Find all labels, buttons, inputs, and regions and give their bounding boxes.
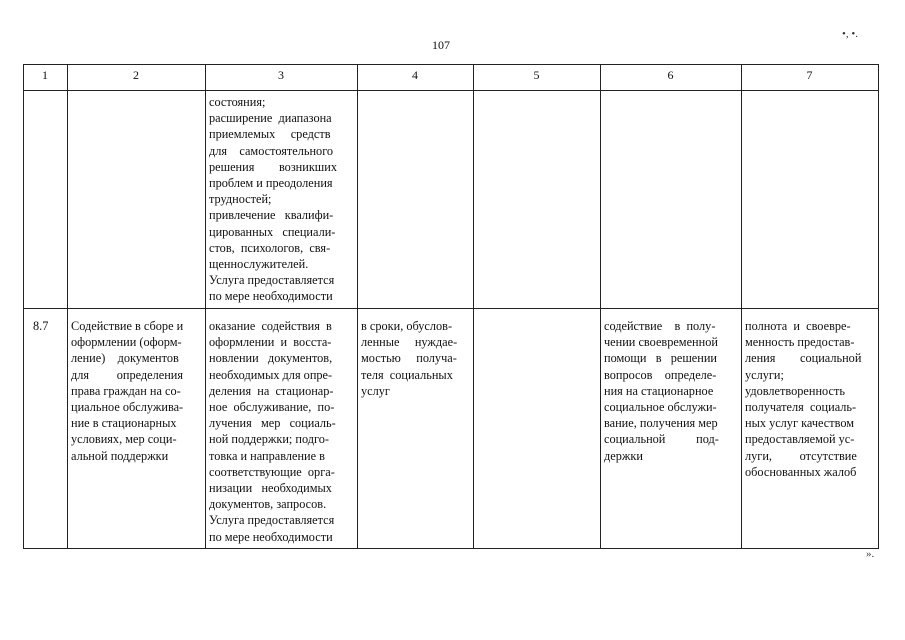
text-line: приемлемых средств [209, 127, 331, 142]
text-line: содействие в полу- [604, 319, 716, 333]
text-line: соответствующие орга- [209, 464, 335, 479]
text-line: циальное обслужива- [71, 400, 184, 415]
text-line: стов, психологов, свя- [209, 240, 331, 255]
text-line: низации необходимых [209, 481, 332, 496]
text-line: ления социальной [745, 351, 862, 366]
scan-artifact: •, •. [842, 28, 858, 40]
text-line: ния на стационарное [604, 383, 714, 398]
text-line: обоснованных жалоб [745, 464, 857, 479]
header-col-3: 3 [278, 68, 284, 82]
header-col-2: 2 [133, 68, 139, 82]
text-line: расширение диапазона [209, 111, 332, 126]
text-line: в сроки, обуслов- [361, 319, 453, 333]
text-line: вание, получения мер [604, 416, 718, 431]
text-line: ных услуг качеством [745, 416, 855, 431]
text-line: Услуга предоставляется [209, 273, 335, 288]
text-line: чении своевременной [604, 335, 718, 350]
text-line: оказание содействия в [209, 319, 332, 333]
header-col-5: 5 [533, 68, 540, 82]
row2-timing [361, 318, 457, 399]
text-line: ление) документов [71, 351, 179, 366]
header-col-1: 1 [42, 68, 48, 82]
text-line: документов, запросов. [209, 497, 327, 512]
text-line: проблем и преодоления [209, 176, 333, 191]
text-line: щеннослужителей. [209, 257, 309, 272]
text-line: получателя социаль- [745, 400, 857, 415]
text-line: права граждан на со- [71, 383, 181, 398]
text-line: вопросов определе- [604, 367, 717, 382]
text-line: привлечение квалифи- [209, 208, 334, 223]
text-line: необходимых для опре- [209, 367, 333, 382]
text-line: социальное обслужи- [604, 400, 717, 415]
text-line: новлении документов, [209, 351, 333, 366]
text-line: ние в стационарных [71, 416, 177, 431]
text-line: мостью получа- [361, 351, 457, 366]
text-line: Содействие в сборе и [71, 319, 184, 333]
text-line: оформлении (оформ- [71, 335, 182, 350]
text-line: теля социальных [361, 367, 453, 382]
row2-number [33, 318, 48, 334]
text-line: для определения [71, 367, 184, 382]
text-line: лучения мер социаль- [209, 416, 336, 431]
text-line: социальной под- [604, 432, 719, 447]
text-line: луги, отсутствие [745, 448, 857, 463]
text-line: цированных специали- [209, 224, 336, 239]
text-line: деления на стационар- [209, 383, 334, 398]
text-line: трудностей; [209, 192, 272, 207]
text-line: оформлении и восста- [209, 335, 332, 350]
row2-quality-criteria [745, 318, 861, 480]
header-col-6: 6 [667, 68, 674, 82]
text-line: удовлетворенность [745, 383, 845, 398]
text-line: решения возникших [209, 159, 338, 174]
text-line: предоставляемой ус- [745, 432, 855, 447]
text-line: помощи в решении [604, 351, 718, 366]
table-end-mark: ». [866, 548, 875, 560]
text-line: менность предостав- [745, 335, 855, 350]
text-line: по мере необходимости [209, 529, 333, 544]
text-line: держки [604, 448, 643, 463]
row2-service-name [71, 318, 183, 464]
text-line: условиях, мер соци- [71, 432, 177, 447]
text-line: услуг [361, 383, 390, 398]
text-line: услуги; [745, 367, 784, 382]
text-line: ное обслуживание, по- [209, 400, 335, 415]
row2-service-description [209, 318, 336, 545]
text-line: 8.7 [33, 319, 49, 333]
text-line: состояния; [209, 95, 266, 109]
text-line: Услуга предоставляется [209, 513, 335, 528]
text-line: ной поддержки; подго- [209, 432, 330, 447]
text-line: товка и направление в [209, 448, 325, 463]
text-line: для самостоятельного [209, 143, 334, 158]
text-line: полнота и своевре- [745, 319, 851, 333]
page-number: 107 [432, 38, 450, 52]
text-line: ленные нуждае- [361, 335, 458, 350]
row2-result [604, 318, 719, 464]
header-col-7: 7 [806, 68, 813, 82]
text-line: по мере необходимости [209, 289, 333, 304]
row1-col3 [209, 94, 337, 305]
text-line: альной поддержки [71, 448, 169, 463]
header-col-4: 4 [412, 68, 418, 82]
